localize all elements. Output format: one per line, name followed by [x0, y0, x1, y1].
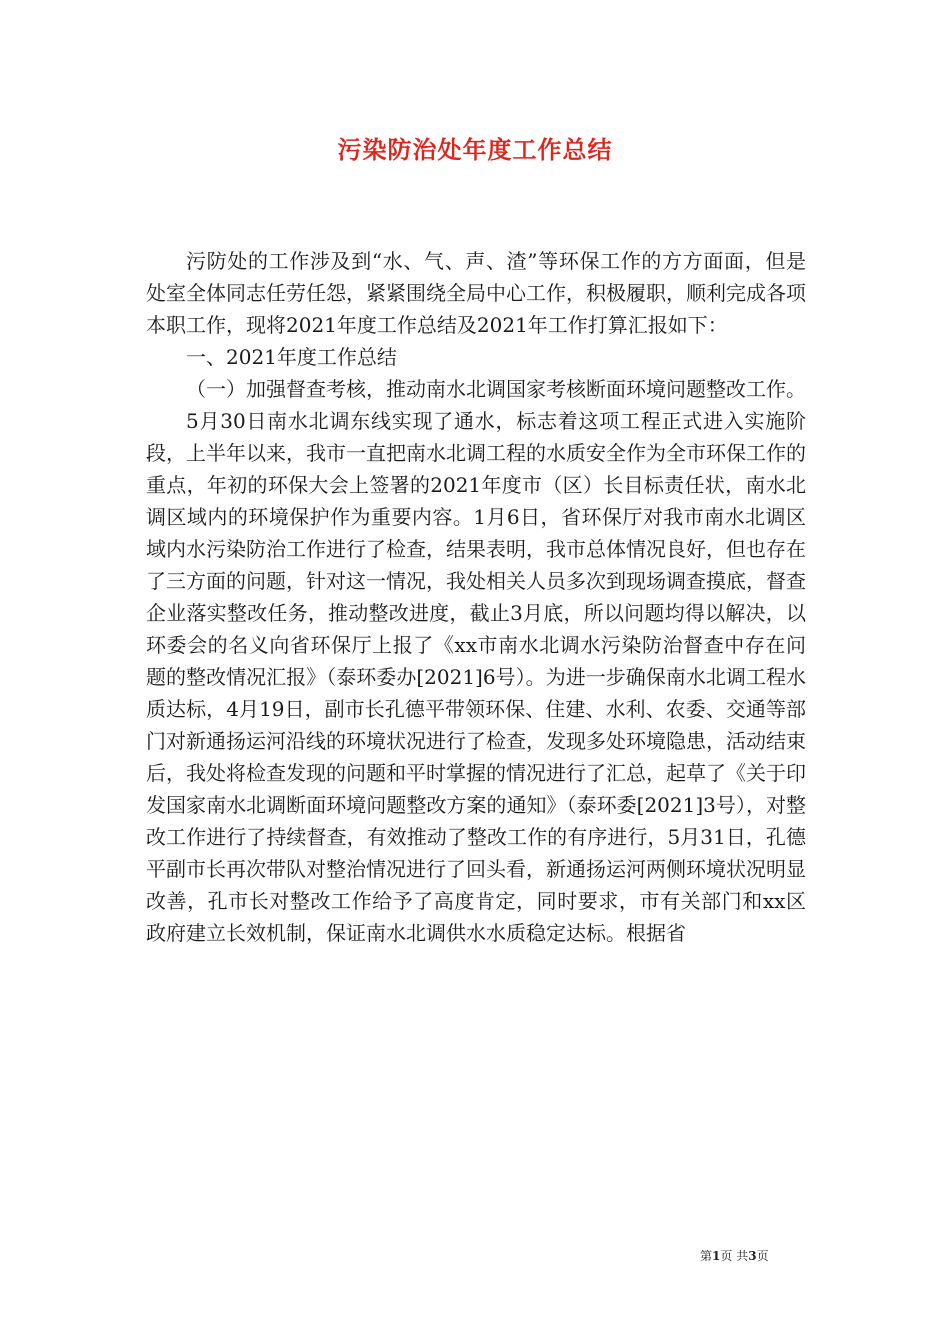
footer-prefix: 第 — [700, 1249, 713, 1263]
document-title: 污染防治处年度工作总结 — [337, 135, 613, 164]
paragraph-intro: 污防处的工作涉及到“水、气、声、渣”等环保工作的方方面面，但是处室全体同志任劳任怨，紧紧围绕全局中心工作，积极履职，顺利完成各项本职工作，现将2021年度工作总结及2021年工作打算汇报如下： — [146, 249, 806, 337]
section-heading: 一、2021年度工作总结 — [186, 345, 397, 369]
footer-suffix: 页 — [756, 1249, 769, 1263]
footer-total-pages: 3 — [748, 1249, 757, 1263]
document-body — [146, 245, 806, 949]
paragraph-detail: 5月30日南水北调东线实现了通水，标志着这项工程正式进入实施阶段，上半年以来，我市一直把南水北调工程的水质安全作为全市环保工作的重点，年初的环保大会上签署的2021年度市（区）长目标责任状，南水北调区域内的环境保护作为重要内容。1月6日，省环保厅对我市南水北调区域内水污染防治工作进行了检查，结果表明，我市总体情况良好，但也存在了三方面的问题，针对这一情况，我处相关人员多次到现场调查摸底，督查企业落实整改任务，推动整改进度，截止3月底，所以问题均得以解决，以环委会的名义向省环保厅上报了《xx市南水北调水污染防治督查中存在问题的整改情况汇报》（泰环委办[2021]6号）。为进一步确保南水北调工程水质达标，4月19日，副市长孔德平带领环保、住建、水利、农委、交通等部门对新通扬运河沿线的环境状况进行了检查，发现多处环境隐患，活动结束后，我处将检查发现的问题和平时掌握的情况进行了汇总，起草了《关于印发国家南水北调断面环境问题整改方案的通知》（泰环委[2021]3号），对整改工作进行了持续督查，有效推动了整改工作的有序进行，5月31日，孔德平副市长再次带队对整治情况进行了回头看，新通扬运河两侧环境状况明显改善，孔市长对整改工作给予了高度肯定，同时要求，市有关部门和xx区政府建立长效机制，保证南水北调供水水质稳定达标。根据省 — [146, 409, 806, 945]
footer-middle: 页 共 — [720, 1249, 749, 1263]
page-number-footer — [700, 1248, 820, 1264]
footer-current-page: 1 — [712, 1249, 721, 1263]
subsection-heading: （一）加强督查考核，推动南水北调国家考核断面环境问题整改工作。 — [186, 377, 806, 401]
